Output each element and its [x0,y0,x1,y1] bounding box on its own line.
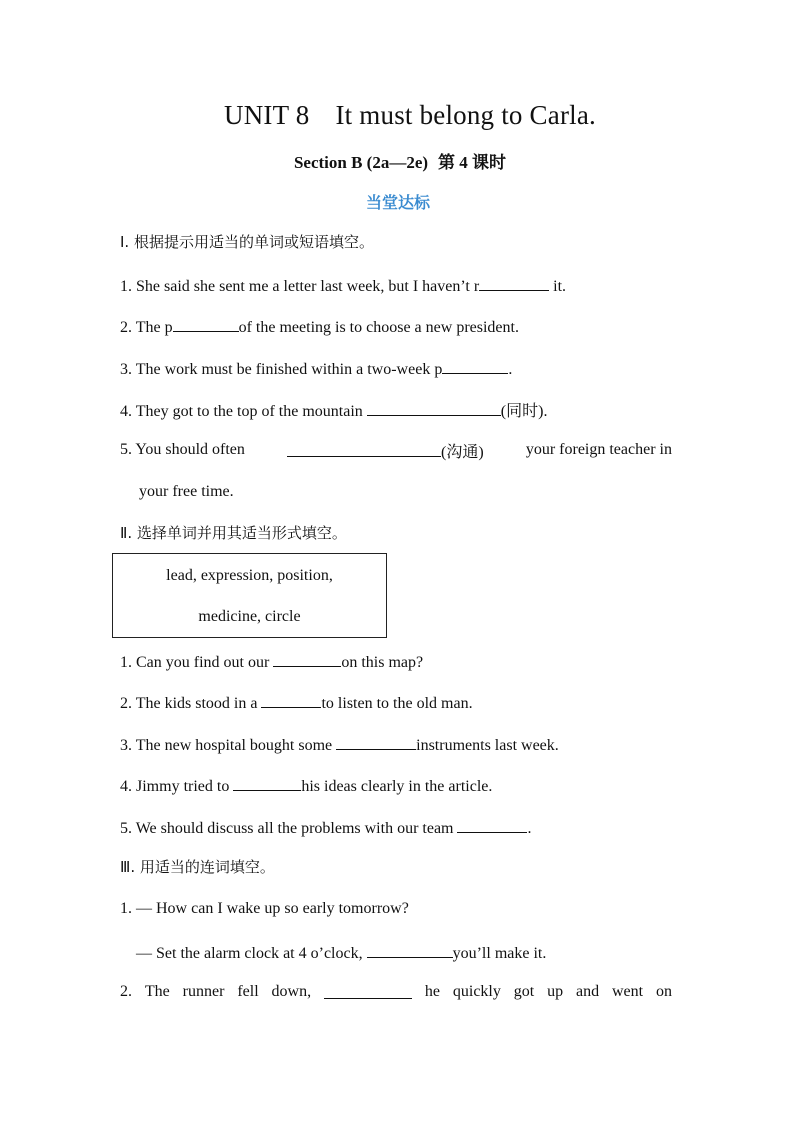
word-bank-line-2: medicine, circle [198,608,301,625]
part1-item-1: 1. She said she sent me a letter last week, but I haven’t r it. [120,274,566,297]
part2-item-5: 5. We should discuss all the problems with our team . [120,816,531,839]
unit-number: UNIT 8 [224,100,310,130]
answer-blank[interactable] [287,440,441,457]
part1-instruction: Ⅰ. 根据提示用适当的单词或短语填空。 [120,233,374,251]
part1-item-5-continued: your free time. [139,483,234,500]
part2-item-1: 1. Can you find out our on this map? [120,650,423,673]
section-label: Section B (2a—2e) [293,153,429,172]
part3-instruction: Ⅲ. 用适当的连词填空。 [120,858,275,876]
section-subtitle [0,148,794,173]
answer-blank[interactable] [442,357,508,374]
part2-instruction: Ⅱ. 选择单词并用其适当形式填空。 [120,524,347,542]
answer-blank[interactable] [457,816,527,833]
answer-blank[interactable] [367,399,501,416]
word-bank-box [112,553,387,638]
answer-blank[interactable] [336,733,416,750]
part2-item-4: 4. Jimmy tried to his ideas clearly in the article. [120,774,492,797]
part1-item-4: 4. They got to the top of the mountain (同时). [120,399,547,422]
answer-blank[interactable] [367,941,453,958]
part1-item-3: 3. The work must be finished within a two-week p . [120,357,512,380]
class-practice-heading: 当堂达标 [365,193,430,212]
part2-item-2: 2. The kids stood in a to listen to the old man. [120,691,473,714]
part2-item-3: 3. The new hospital bought some instruments last week. [120,733,559,756]
answer-blank[interactable] [173,315,239,332]
answer-blank[interactable] [479,274,549,291]
unit-title [0,100,794,131]
part3-item-2: 2. The runner fell down, he quickly got up and went on [120,983,672,1000]
part3-item-1-response: — Set the alarm clock at 4 o’clock, you’ll make it. [136,941,546,964]
unit-title-text: It must belong to Carla. [335,100,596,130]
answer-blank[interactable] [273,650,341,667]
part1-item-2: 2. The p of the meeting is to choose a new president. [120,315,519,338]
part1-item-5: 5. You should often (沟通) your foreign teacher in [120,441,672,461]
word-bank-line-1: lead, expression, position, [166,567,333,584]
answer-blank[interactable] [261,691,321,708]
part3-item-1: 1. — How can I wake up so early tomorrow? [120,900,409,917]
lesson-label: 第 4 课时 [438,153,507,172]
answer-blank[interactable] [233,774,301,791]
answer-blank[interactable] [324,982,412,999]
